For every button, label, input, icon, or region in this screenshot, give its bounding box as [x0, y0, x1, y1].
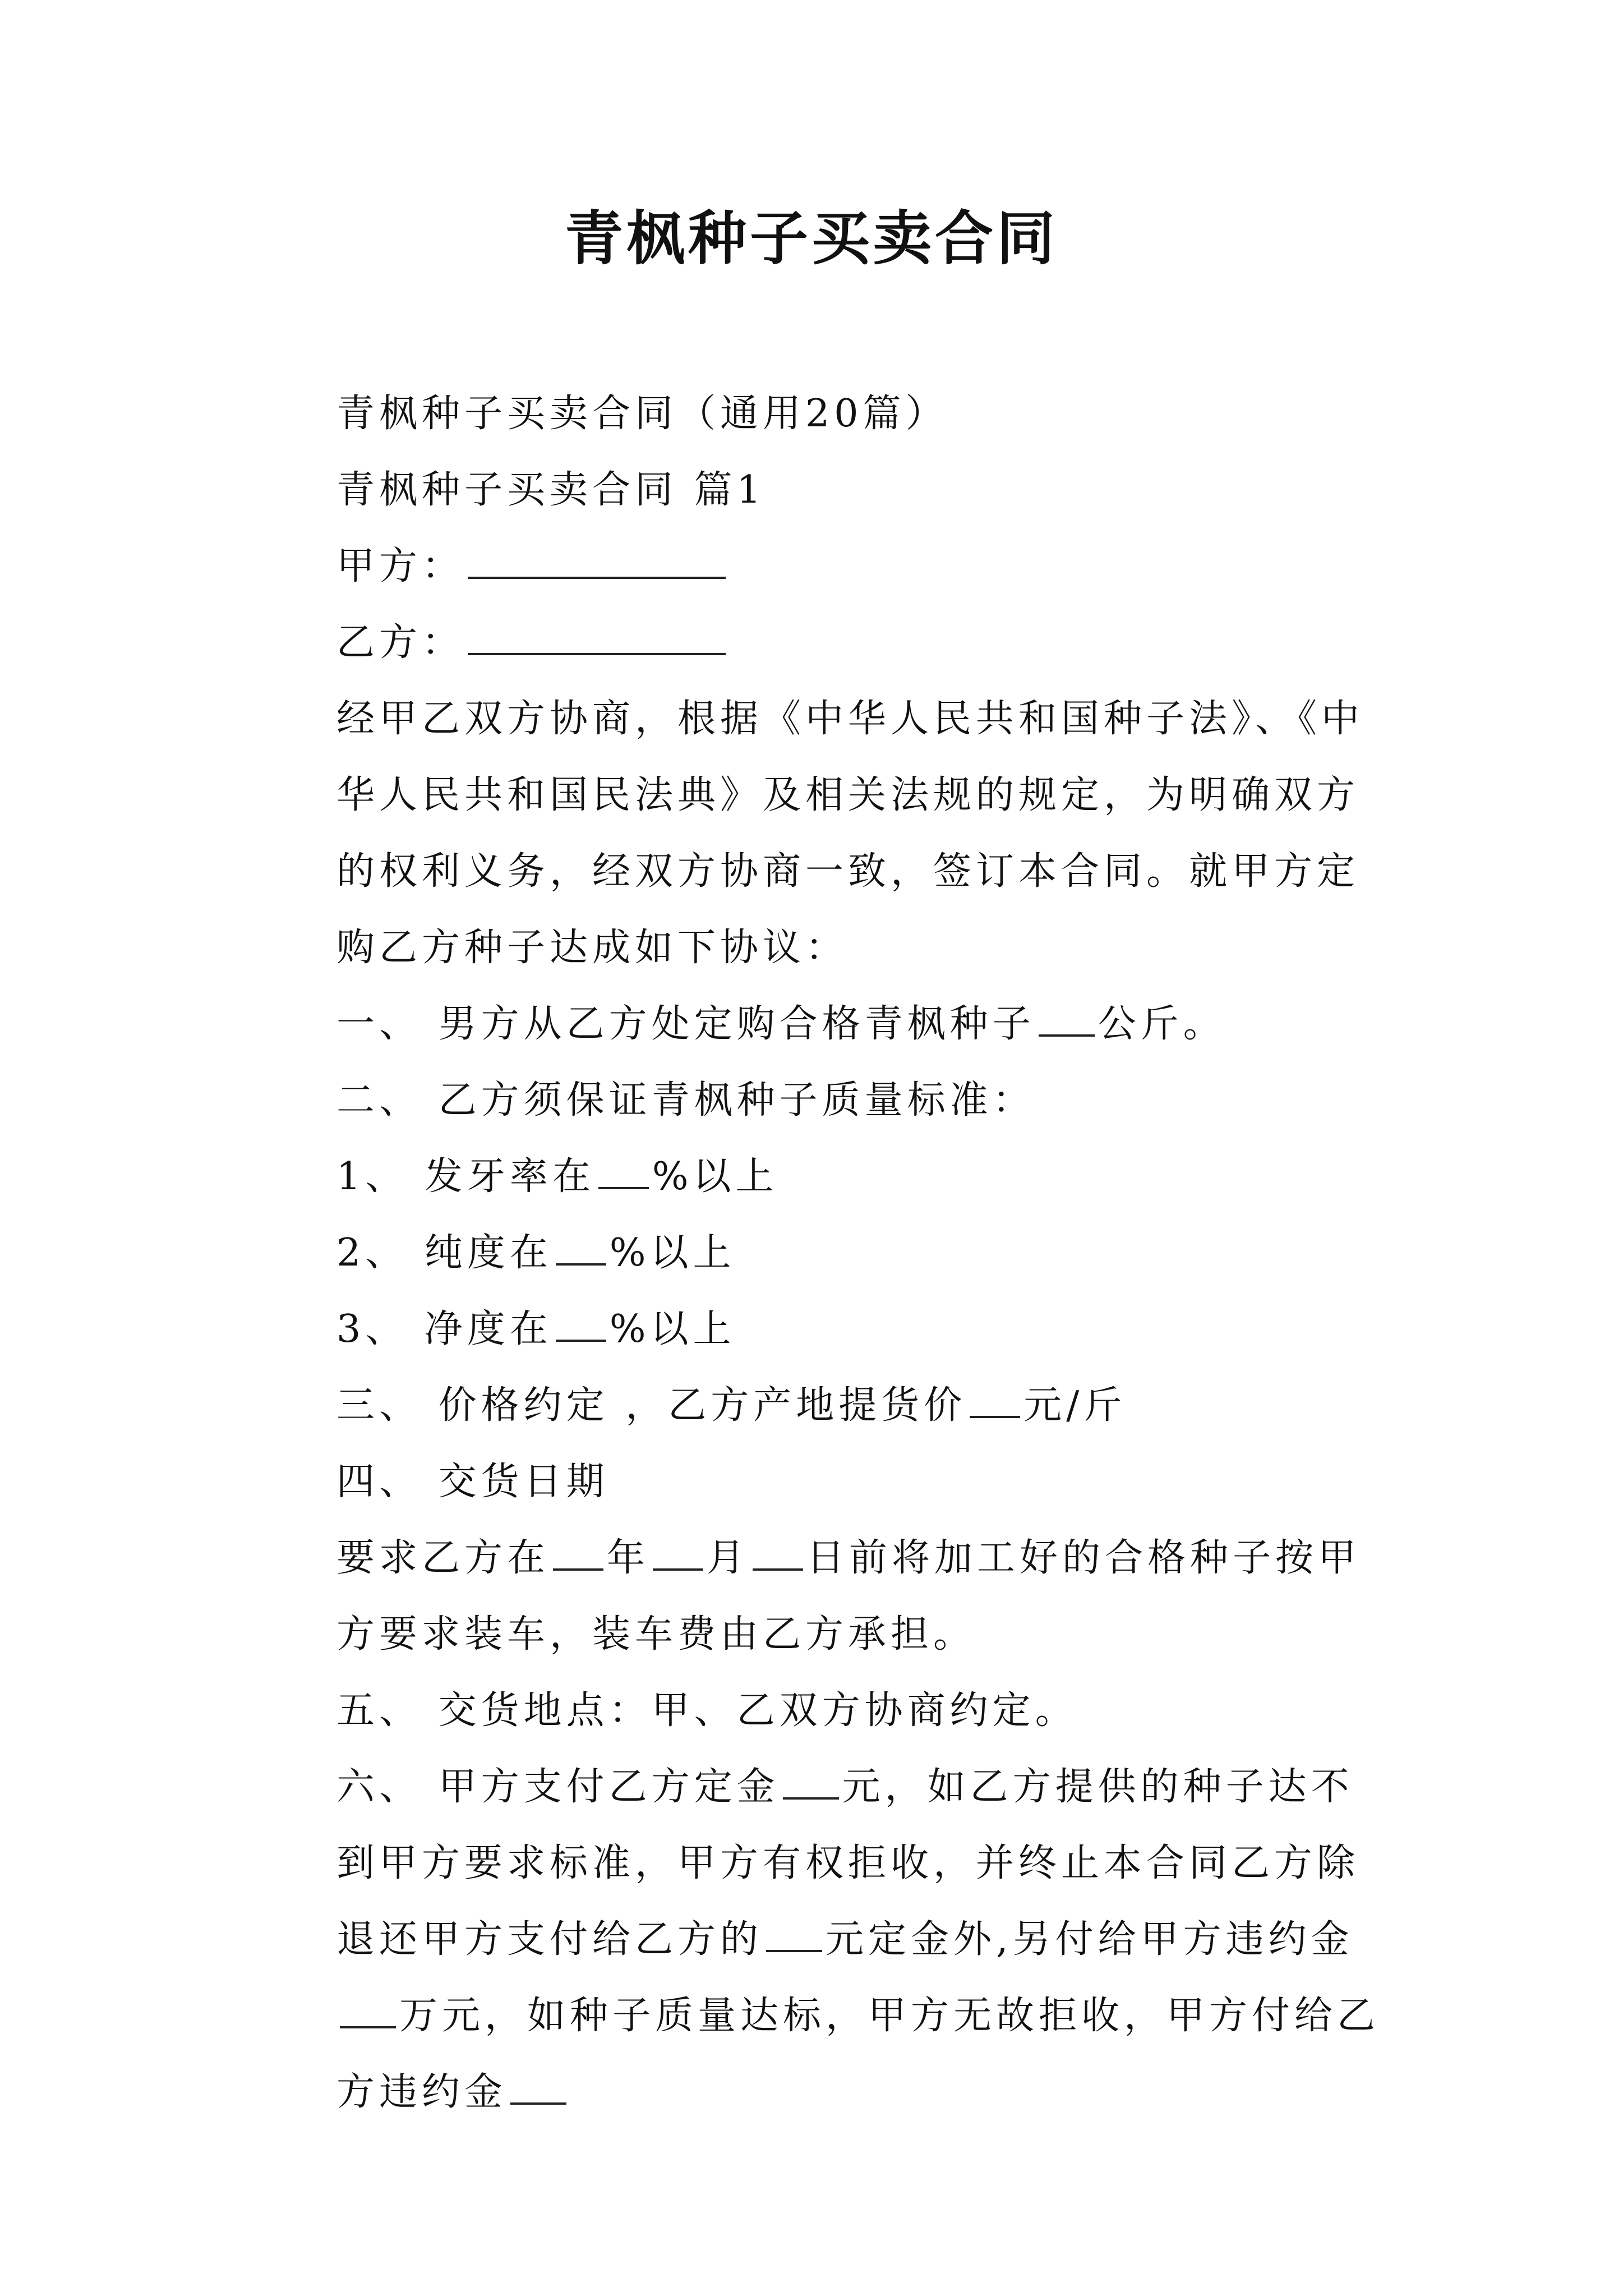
- month-blank: [653, 1568, 703, 1571]
- party-b-blank: [468, 652, 726, 655]
- standard-3-blank: [556, 1339, 606, 1342]
- year-blank: [553, 1568, 603, 1571]
- party-a-line: [252, 528, 1380, 605]
- standard-1-blank: [598, 1186, 649, 1189]
- clause-5: 五、 交货地点：甲、乙双方协商约定。: [336, 1688, 1078, 1733]
- standard-2: [252, 1215, 1380, 1291]
- date-text-c: 月: [707, 1536, 750, 1580]
- party-b-line: [252, 605, 1380, 681]
- subtitle: 青枫种子买卖合同（通用20篇）: [336, 392, 948, 436]
- deposit-blank: [783, 1797, 839, 1800]
- date-text-b: 年: [607, 1536, 650, 1580]
- clause-1: [252, 986, 1380, 1062]
- penalty-blank: [340, 2026, 396, 2028]
- buyer-penalty-blank: [510, 2102, 566, 2105]
- deposit-refund-blank: [766, 1949, 822, 1952]
- clause-1-blank: [1039, 1034, 1095, 1037]
- document-body: [252, 376, 1380, 2131]
- clause-1-unit: 公斤。: [1098, 1002, 1226, 1046]
- standard-2-blank: [556, 1263, 606, 1266]
- clause-6: [252, 1749, 1380, 2131]
- clause-6-text-a: 六、 甲方支付乙方定金: [336, 1765, 780, 1809]
- clause-6-text-b: 元，如乙方提供的种子达不到甲方要求标准，甲方有权拒收，并终止本合同乙方除退还甲方支付给乙方的: [336, 1765, 1360, 1962]
- party-a-label: 甲方：: [336, 544, 465, 588]
- date-text-a: 要求乙方在: [336, 1536, 550, 1580]
- clause-3: [252, 1368, 1380, 1444]
- day-blank: [753, 1568, 803, 1571]
- standard-3-unit: %以上: [609, 1307, 736, 1351]
- delivery-date-paragraph: [252, 1520, 1380, 1673]
- intro-paragraph: 经甲乙双方协商，根据《中华人民共和国种子法》、《中华人民共和国民法典》及相关法规的规定，为明确双方的权利义务，经双方协商一致，签订本合同。就甲方定购乙方种子达成如下协议：: [336, 697, 1364, 970]
- standard-2-text: 2、 纯度在: [336, 1231, 552, 1275]
- clause-3-unit: 元/斤: [1023, 1383, 1127, 1428]
- part-heading: 青枫种子买卖合同 篇1: [336, 468, 766, 512]
- clause-1-text: 一、 男方从乙方处定购合格青枫种子: [336, 1002, 1035, 1046]
- standard-1: [252, 1139, 1380, 1215]
- party-a-blank: [468, 576, 726, 579]
- clause-2: 二、 乙方须保证青枫种子质量标准：: [336, 1078, 1035, 1122]
- clause-4: 四、 交货日期: [336, 1460, 609, 1504]
- document-title: 青枫种子买卖合同: [564, 204, 1058, 273]
- standard-3-text: 3、 净度在: [336, 1307, 552, 1351]
- standard-3: [252, 1291, 1380, 1368]
- clause-6-text-d: 万元，如种子质量达标，甲方无故拒收，甲方付给乙方违约金: [336, 1994, 1380, 2114]
- party-b-label: 乙方：: [336, 620, 465, 665]
- standard-1-text: 1、 发牙率在: [336, 1154, 595, 1199]
- clause-6-text-c: 元定金外,另付给甲方违约金: [826, 1917, 1354, 1962]
- clause-3-text: 三、 价格约定 ，乙方产地提货价: [336, 1383, 967, 1428]
- standard-1-unit: %以上: [652, 1154, 778, 1199]
- clause-3-blank: [970, 1415, 1020, 1418]
- date-text-d: 日前将加工好的合格种子按甲方要求装车，装车费由乙方承担。: [336, 1536, 1361, 1657]
- standard-2-unit: %以上: [609, 1231, 736, 1275]
